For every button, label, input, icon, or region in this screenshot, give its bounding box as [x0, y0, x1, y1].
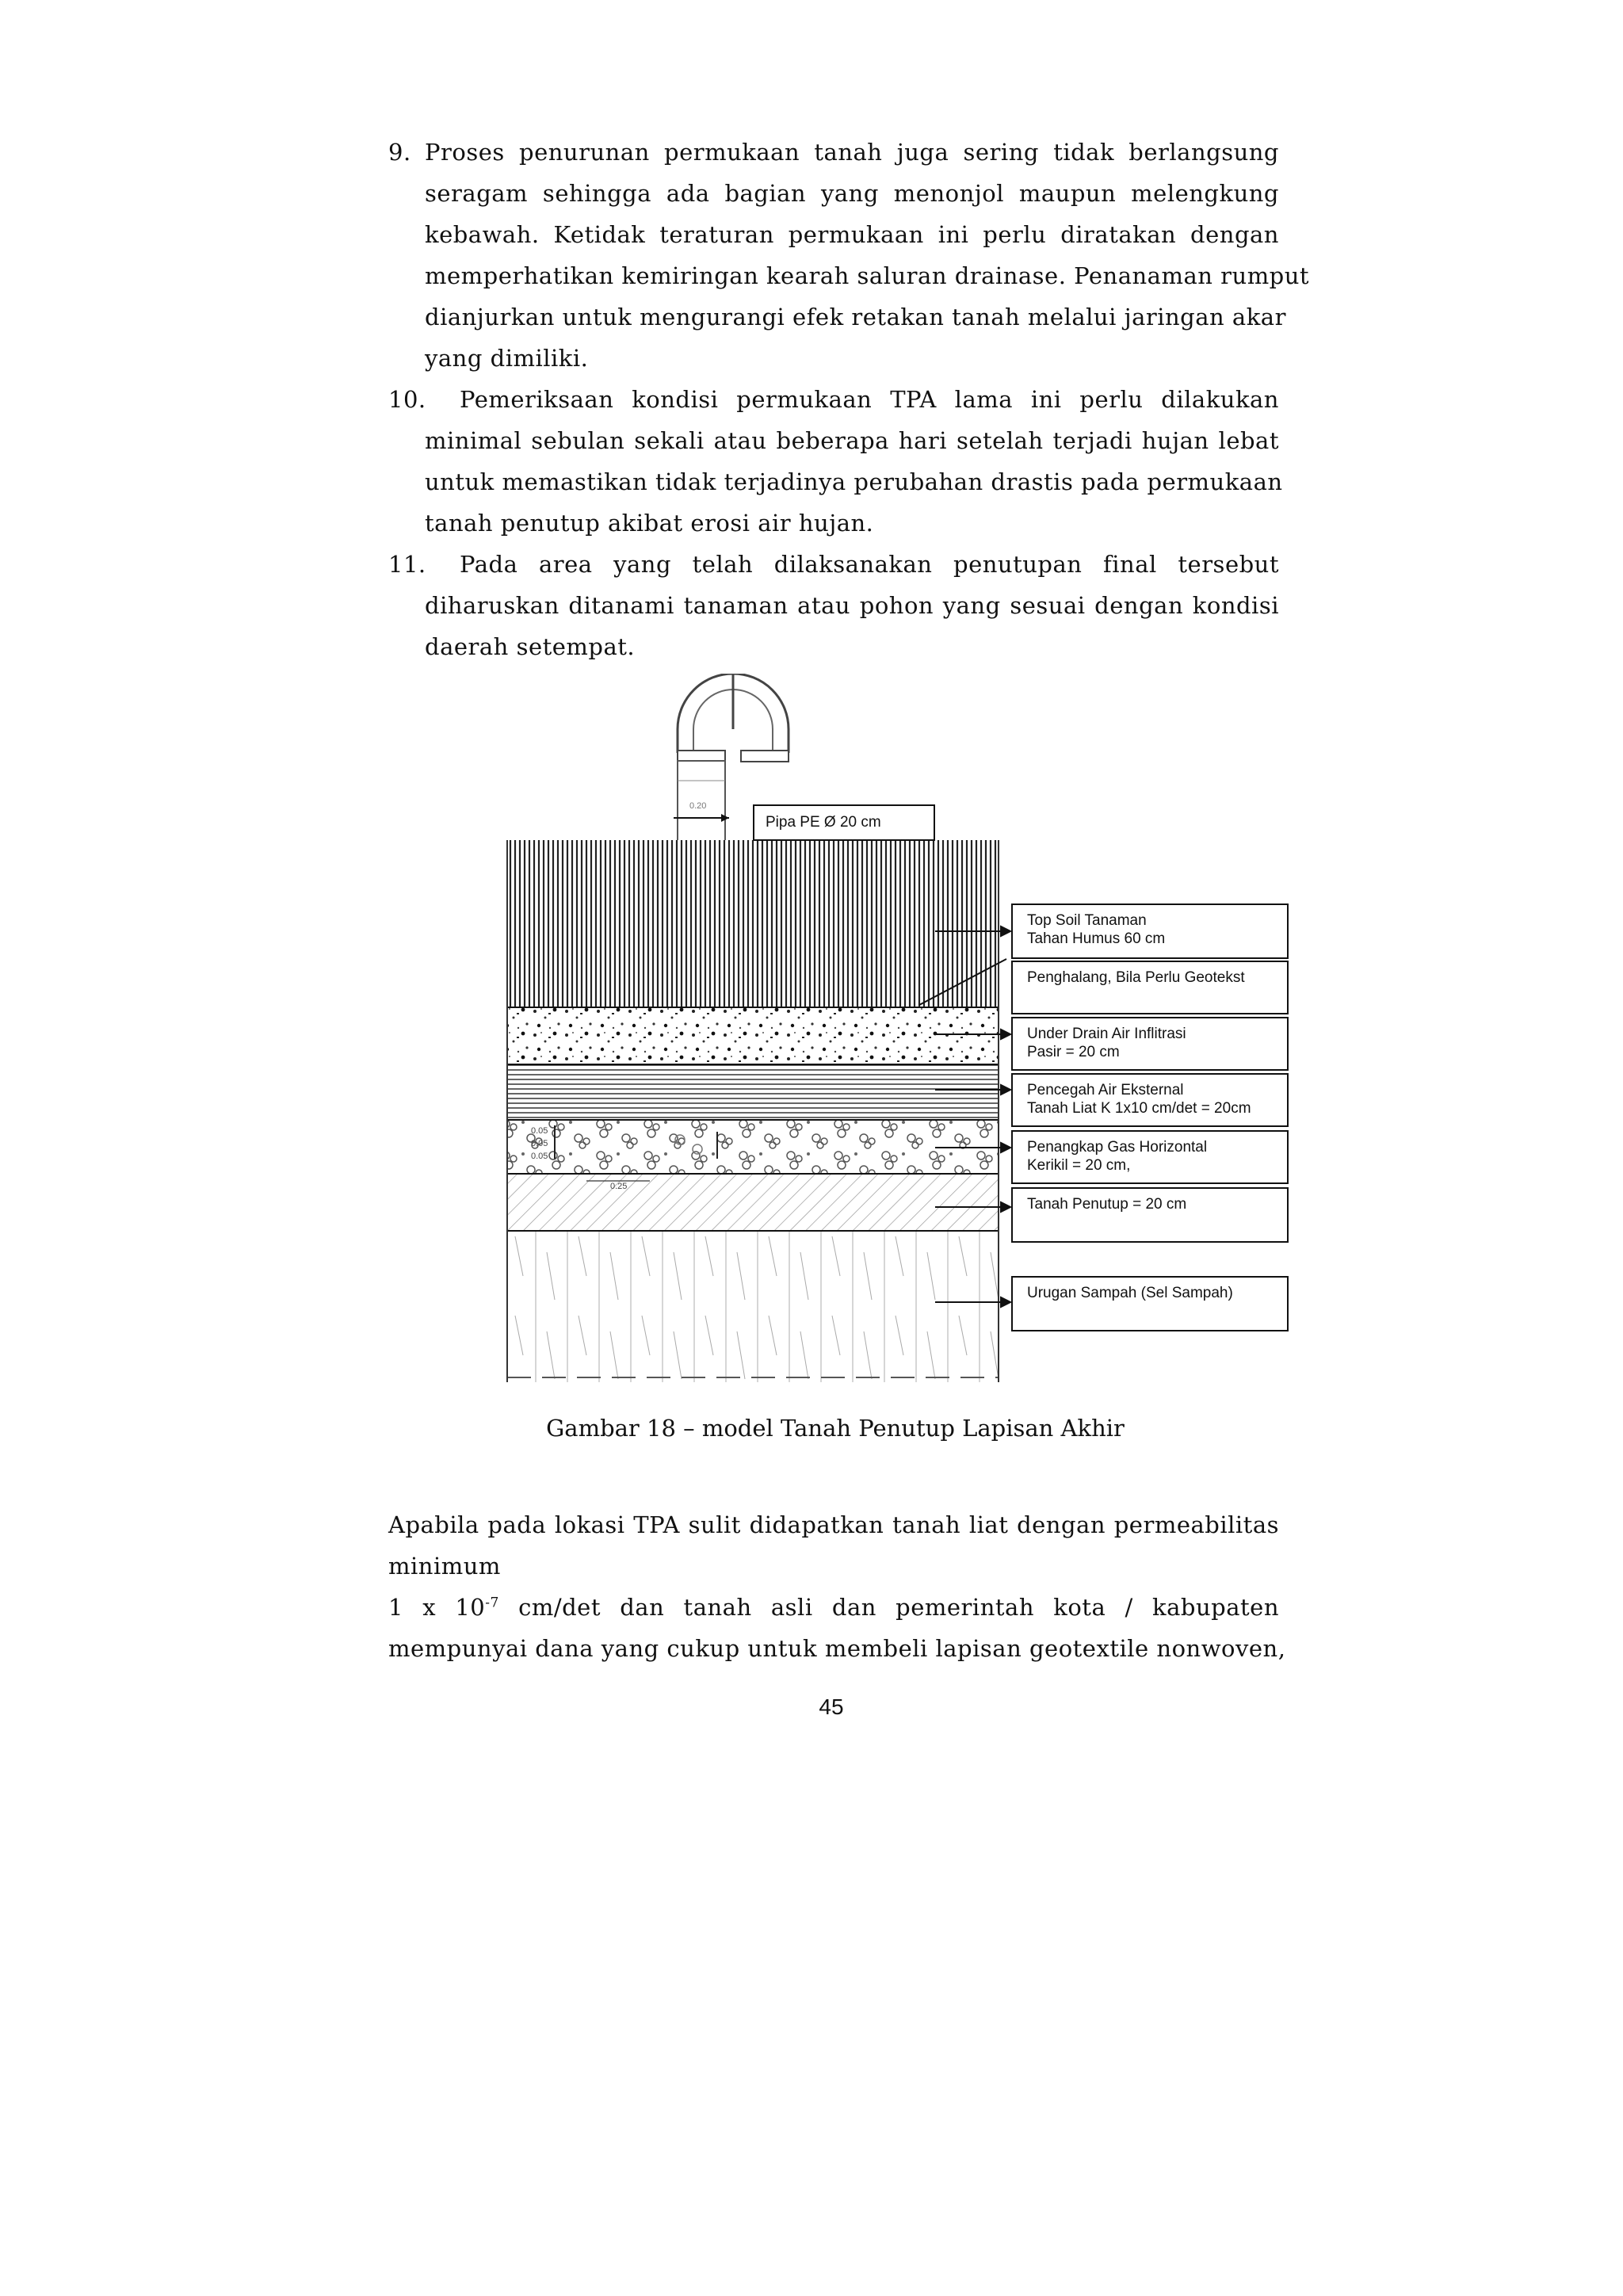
list-number: 9.	[388, 139, 411, 166]
list-item-10	[388, 379, 1283, 544]
layer-label-cover-soil	[1011, 1187, 1289, 1243]
text-line: minimal sebulan sekali atau beberapa hari setelah terjadi hujan lebat	[425, 427, 1279, 454]
dimension-label: 0.05	[531, 1126, 548, 1136]
superscript: -7	[485, 1595, 499, 1611]
text-line: kebawah. Ketidak teraturan permukaan ini perlu diratakan dengan	[425, 221, 1279, 248]
text-line: Apabila pada lokasi TPA sulit didapatkan tanah liat dengan permeabilitas	[388, 1511, 1279, 1538]
figure-caption: Gambar 18 – model Tanah Penutup Lapisan Akhir	[546, 1415, 1125, 1442]
layer-label-gravel	[1011, 1130, 1289, 1184]
text-line: Pemeriksaan kondisi permukaan TPA lama ini perlu dilakukan	[460, 386, 1279, 413]
text-line: minimum	[388, 1553, 501, 1580]
dimension-label: 0.05	[531, 1152, 548, 1161]
text-line: yang dimiliki.	[425, 345, 589, 372]
label-line: Tahan Humus 60 cm	[1027, 930, 1166, 947]
dimension-label: 0.25	[610, 1182, 628, 1191]
text-line: tanah penutup akibat erosi air hujan.	[425, 510, 874, 537]
list-number: 10.	[388, 386, 426, 413]
pipe-dimension: 0.20	[689, 801, 707, 811]
label-line: Top Soil Tanaman	[1027, 912, 1147, 929]
label-line: Under Drain Air Inflitrasi	[1027, 1026, 1186, 1042]
label-line: Pencegah Air Eksternal	[1027, 1082, 1184, 1098]
text-line: daerah setempat.	[425, 633, 636, 660]
cover-layer-figure	[499, 674, 1292, 1387]
dimension-label: 0.05	[531, 1139, 548, 1148]
text-line: Pada area yang telah dilaksanakan penutupan final tersebut	[460, 551, 1279, 578]
label-line: Pasir = 20 cm	[1027, 1044, 1120, 1060]
body-paragraph	[388, 1504, 1286, 1669]
label-line: Tanah Liat K 1x10 cm/det = 20cm	[1027, 1100, 1251, 1117]
layer-label-waste	[1011, 1276, 1289, 1331]
text-line: diharuskan ditanami tanaman atau pohon yang sesuai dengan kondisi	[425, 592, 1279, 619]
list-item-11	[388, 544, 1279, 667]
layer-label-clay	[1011, 1073, 1289, 1127]
text-line: dianjurkan untuk mengurangi efek retakan tanah melalui jaringan akar	[425, 304, 1286, 330]
label-line: Penghalang, Bila Perlu Geotekst	[1027, 969, 1245, 986]
text-line: mempunyai dana yang cukup untuk membeli lapisan geotextile nonwoven,	[388, 1635, 1286, 1662]
layer-label-top-soil	[1011, 904, 1289, 959]
label-line: Penangkap Gas Horizontal	[1027, 1139, 1208, 1156]
text-line	[388, 1587, 1279, 1628]
list-item-9	[388, 132, 1310, 379]
pipe-label	[753, 804, 935, 841]
list-number: 11.	[388, 551, 426, 578]
pipe-label-text: Pipa PE Ø 20 cm	[766, 814, 881, 831]
label-line: Urugan Sampah (Sel Sampah)	[1027, 1285, 1233, 1301]
layer-label-sand	[1011, 1017, 1289, 1071]
text-line: Proses penurunan permukaan tanah juga sering tidak berlangsung	[425, 139, 1279, 166]
text-segment: 1 x 10	[388, 1594, 486, 1621]
label-line: Kerikil = 20 cm,	[1027, 1157, 1131, 1174]
text-line: untuk memastikan tidak terjadinya perubahan drastis pada permukaan	[425, 468, 1283, 495]
text-line: seragam sehingga ada bagian yang menonjol maupun melengkung	[425, 180, 1279, 207]
text-line: memperhatikan kemiringan kearah saluran drainase. Penanaman rumput	[425, 262, 1310, 289]
label-line: Tanah Penutup = 20 cm	[1027, 1196, 1187, 1213]
page-number: 45	[819, 1694, 844, 1719]
layer-label-barrier	[1011, 961, 1289, 1014]
text-segment: cm/det dan tanah asli dan pemerintah kota / kabupaten	[498, 1594, 1279, 1621]
